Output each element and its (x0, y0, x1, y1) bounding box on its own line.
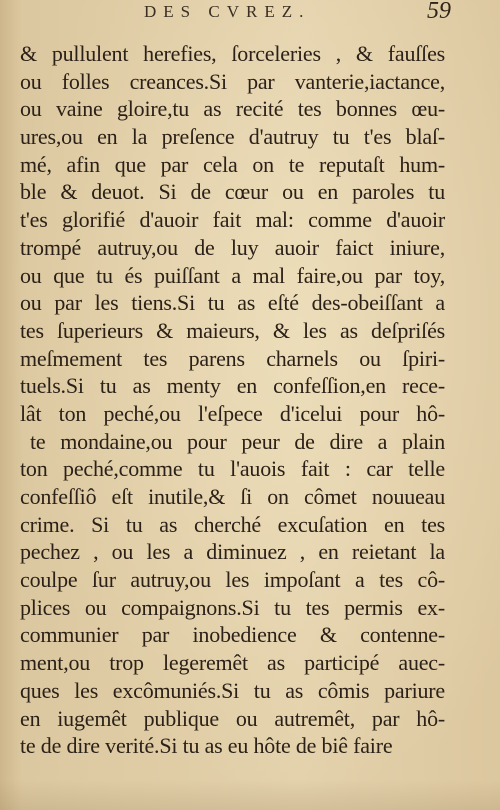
text-line: ou que tu és puiſſant a mal faire,ou par toy, (20, 262, 445, 288)
text-line: meſmement tes parens charnels ou ſpiri- (20, 345, 445, 371)
text-line: ton peché,comme tu l'auois fait : car telle (20, 456, 445, 482)
running-head (0, 0, 500, 30)
running-title: DES CVREZ. (144, 2, 311, 21)
text-line: te mondaine,ou pour peur de dire a plain (30, 428, 445, 454)
text-line: ou vaine gloire,tu as recité tes bonnes œu- (20, 96, 445, 122)
text-line: ou folles creances.Si par vanterie,iactance, (20, 68, 445, 94)
text-line: tes ſuperieurs & maieurs, & les as deſpriſés (20, 317, 445, 343)
text-line: t'es glorifié d'auoir fait mal: comme d'auoir (20, 207, 445, 233)
page-bottom-margin (0, 780, 500, 810)
text-line: tuels.Si tu as menty en confeſſion,en rece- (20, 373, 445, 399)
page-number: 59 (427, 0, 451, 24)
text-line: ques les excômuniés.Si tu as cômis pariure (20, 677, 445, 703)
text-line: pechez , ou les a diminuez , en reietant la (20, 539, 445, 565)
text-line: ou par les tiens.Si tu as eſté des-obeiſſant a (20, 290, 445, 316)
text-line: coulpe ſur autruy,ou les impoſant a tes cô- (20, 567, 445, 593)
text-line: mé, afin que par cela on te reputaſt hum- (20, 151, 445, 177)
text-line: te de dire verité.Si tu as eu hôte de biê faire (20, 733, 393, 759)
text-line: communier par inobedience & contenne- (20, 622, 445, 648)
text-line: ble & deuot. Si de cœur ou en paroles tu (20, 179, 445, 205)
text-line: trompé autruy,ou de luy auoir faict iniure, (20, 234, 445, 260)
body-text (20, 40, 445, 760)
text-line: plices ou compaignons.Si tu tes permis ex- (20, 594, 445, 620)
text-line: lât ton peché,ou l'eſpece d'icelui pour hô- (20, 400, 445, 426)
text-line: en iugemêt publique ou autremêt, par hô- (20, 705, 445, 731)
text-line: ment,ou trop legeremêt as participé auec- (20, 650, 445, 676)
text-line: confeſſiô eſt inutile,& ſi on cômet nouueau (20, 484, 445, 509)
text-line: & pullulent herefies, ſorceleries , & fauſſes (20, 41, 445, 66)
text-line: crime. Si tu as cherché excuſation en tes (20, 511, 445, 537)
text-line: ures,ou en la preſence d'autruy tu t'es blaſ- (20, 124, 445, 150)
